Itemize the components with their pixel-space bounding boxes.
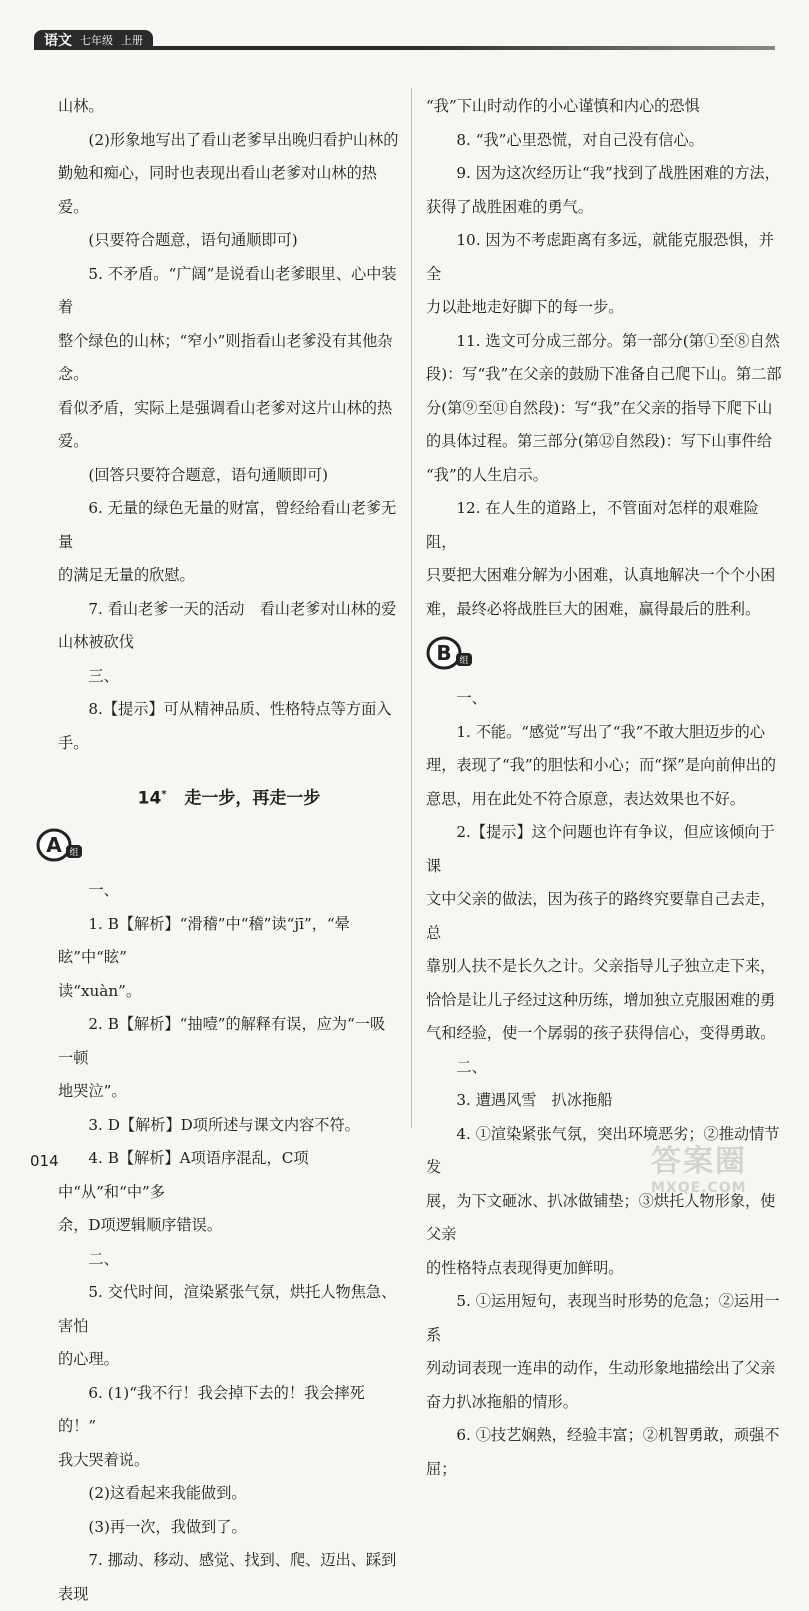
text-line: 只要把大困难分解为小困难，认真地解决一个个小困 <box>426 566 776 584</box>
group-a-badge-icon <box>36 828 86 862</box>
text-line: 山林。 <box>58 97 104 115</box>
text-line: 12. 在人生的道路上，不管面对怎样的艰难险阻， <box>426 499 759 551</box>
text-line: (2)这看起来我能做到。 <box>88 1484 247 1503</box>
text-line: 三、 <box>88 666 119 685</box>
text-line: 6. ①技艺娴熟，经验丰富；②机智勇敢，顽强不屈； <box>426 1426 780 1478</box>
section-number: 14 <box>137 788 162 809</box>
text-line: 一、 <box>88 881 119 900</box>
text-line: 8.【提示】可从精神品质、性格特点等方面入手。 <box>58 700 392 752</box>
header-volume: 上册 <box>121 34 143 47</box>
text-line: 9. 因为这次经历让“我”找到了战胜困难的方法， <box>456 164 780 182</box>
text-line: 展，为下文砸冰、扒冰做铺垫；③烘托人物形象，使父亲 <box>426 1191 776 1243</box>
watermark-logo <box>651 1136 801 1196</box>
group-b-letter: B <box>436 641 452 665</box>
group-a-sub: 组 <box>69 848 79 859</box>
text-line: 4. B【解析】A项语序混乱，C项中“从”和“中”多 <box>58 1149 309 1201</box>
text-line: 2.【提示】这个问题也许有争议，但应该倾向于课 <box>426 823 775 875</box>
text-line: 二、 <box>88 1249 119 1268</box>
text-line: “我”的人生启示。 <box>426 465 548 484</box>
text-line: 5. 交代时间，渲染紧张气氛，烘托人物焦急、害怕 <box>58 1283 397 1335</box>
text-line: (2)形象地写出了看山老爹早出晚归看护山林的 <box>88 130 399 149</box>
text-line: 列动词表现一连串的动作，生动形象地描绘出了父亲 <box>426 1359 776 1377</box>
text-line: 我大哭着说。 <box>58 1450 150 1469</box>
watermark-line2: MXQE.COM <box>651 1180 747 1196</box>
text-line: (回答只要符合题意，语句通顺即可) <box>88 465 329 484</box>
header-tab <box>34 30 153 50</box>
text-line: 余，D项逻辑顺序错误。 <box>58 1216 223 1235</box>
group-b-badge-row <box>426 636 782 676</box>
text-line: 10. 因为不考虑距离有多远，就能克服恐惧，并全 <box>426 231 774 283</box>
text-line: 地哭泣”。 <box>58 1082 127 1101</box>
group-b-badge-icon <box>426 636 476 670</box>
text-line: 恰恰是让儿子经过这种历练，增加独立克服困难的勇 <box>426 990 776 1009</box>
section-title <box>58 778 400 816</box>
text-line: 气和经验，使一个孱弱的孩子获得信心，变得勇敢。 <box>426 1024 776 1042</box>
text-line: 获得了战胜困难的勇气。 <box>426 197 594 216</box>
header-grade: 七年级 <box>80 34 113 47</box>
page-number: 014 <box>30 1152 59 1170</box>
header-subject: 语文 <box>44 33 72 49</box>
text-line: 7. 挪动、移动、感觉、找到、爬、迈出、踩到 表现 <box>58 1551 412 1603</box>
text-line: 山林被砍伐 <box>58 633 134 651</box>
text-line: (3)再一次，我做到了。 <box>88 1517 247 1536</box>
right-answers-part2 <box>426 682 782 1486</box>
text-line: 力以赴地走好脚下的每一步。 <box>426 298 624 316</box>
text-line: 读“xuàn”。 <box>58 981 142 1000</box>
text-line: 奋力扒冰拖船的情形。 <box>426 1392 578 1411</box>
group-a-letter: A <box>46 833 62 858</box>
text-line: 分(第⑨至⑪自然段)：写“我”在父亲的指导下爬下山 <box>426 398 773 417</box>
group-b-sub: 组 <box>459 656 469 666</box>
text-line: 8. “我”心里恐慌，对自己没有信心。 <box>456 130 704 149</box>
page-header <box>34 30 775 54</box>
text-line: 文中父亲的做法，因为孩子的路终究要靠自己去走，总 <box>426 890 776 942</box>
text-line: 3. 遭遇风雪 扒冰拖船 <box>456 1091 613 1109</box>
watermark-line1: 答案圈 <box>651 1144 747 1179</box>
text-line: 二、 <box>456 1057 487 1076</box>
text-line: 5. 不矛盾。“广阔”是说看山老爹眼里、心中装着 <box>58 264 397 316</box>
text-line: 1. B【解析】“滑稽”中“稽”读“jī”，“晕眩”中“眩” <box>58 914 350 967</box>
text-line: 意思，用在此处不符合原意，表达效果也不好。 <box>426 789 745 808</box>
text-line: 6. 无量的绿色无量的财富，曾经给看山老爹无量 <box>58 499 397 551</box>
text-line: 的满足无量的欣慰。 <box>58 566 195 584</box>
text-line: 的具体过程。第三部分(第⑫自然段)：写下山事件给 <box>426 432 772 450</box>
column-divider <box>411 88 412 1128</box>
section-title-text: 走一步，再走一步 <box>184 788 321 809</box>
text-line: 7. 看山老爹一天的活动 看山老爹对山林的爱 <box>88 599 397 618</box>
right-column <box>426 90 782 1486</box>
text-line: 难，最终必将战胜巨大的困难，赢得最后的胜利。 <box>426 599 761 618</box>
text-line: (只要符合题意，语句通顺即可) <box>88 231 298 249</box>
text-line: “我”下山时动作的小心谨慎和内心的恐惧 <box>426 97 700 115</box>
text-line: 靠别人扶不是长久之计。父亲指导儿子独立走下来， <box>426 957 776 975</box>
text-line: 的心理。 <box>58 1350 119 1369</box>
text-line: 3. D【解析】D项所述与课文内容不符。 <box>88 1115 360 1134</box>
text-line: 2. B【解析】“抽噎”的解释有误，应为“一吸一顿 <box>58 1015 386 1067</box>
text-line: 1. 不能。“感觉”写出了“我”不敢大胆迈步的心 <box>456 722 765 741</box>
right-answers-part1 <box>426 90 782 626</box>
text-line: 的性格特点表现得更加鲜明。 <box>426 1258 624 1277</box>
left-answers-part1 <box>58 90 400 760</box>
text-line: 一、 <box>456 689 487 707</box>
text-line: 理，表现了“我”的胆怯和小心；而“探”是向前伸出的 <box>426 756 776 774</box>
text-line: 4. ①渲染紧张气氛，突出环境恶劣；②推动情节发 <box>426 1124 780 1176</box>
text-line: 勤勉和痴心，同时也表现出看山老爹对山林的热爱。 <box>58 164 377 216</box>
text-line: 看似矛盾，实际上是强调看山老爹对这片山林的热爱。 <box>58 398 393 450</box>
text-line: 6. (1)“我不行！我会掉下去的！我会摔死的！” <box>58 1383 365 1436</box>
group-a-badge-row <box>46 828 400 868</box>
section-mark: * <box>161 789 167 800</box>
left-column <box>46 90 412 1611</box>
left-answers-part2 <box>58 874 412 1611</box>
text-line: 11. 选文可分成三部分。第一部分(第①至⑧自然 <box>456 331 780 350</box>
text-line: 整个绿色的山林；“窄小”则指看山老爹没有其他杂念。 <box>58 331 393 383</box>
text-line: 段)：写“我”在父亲的鼓励下准备自己爬下山。第二部 <box>426 365 782 383</box>
text-line: 5. ①运用短句，表现当时形势的危急；②运用一系 <box>426 1292 780 1344</box>
